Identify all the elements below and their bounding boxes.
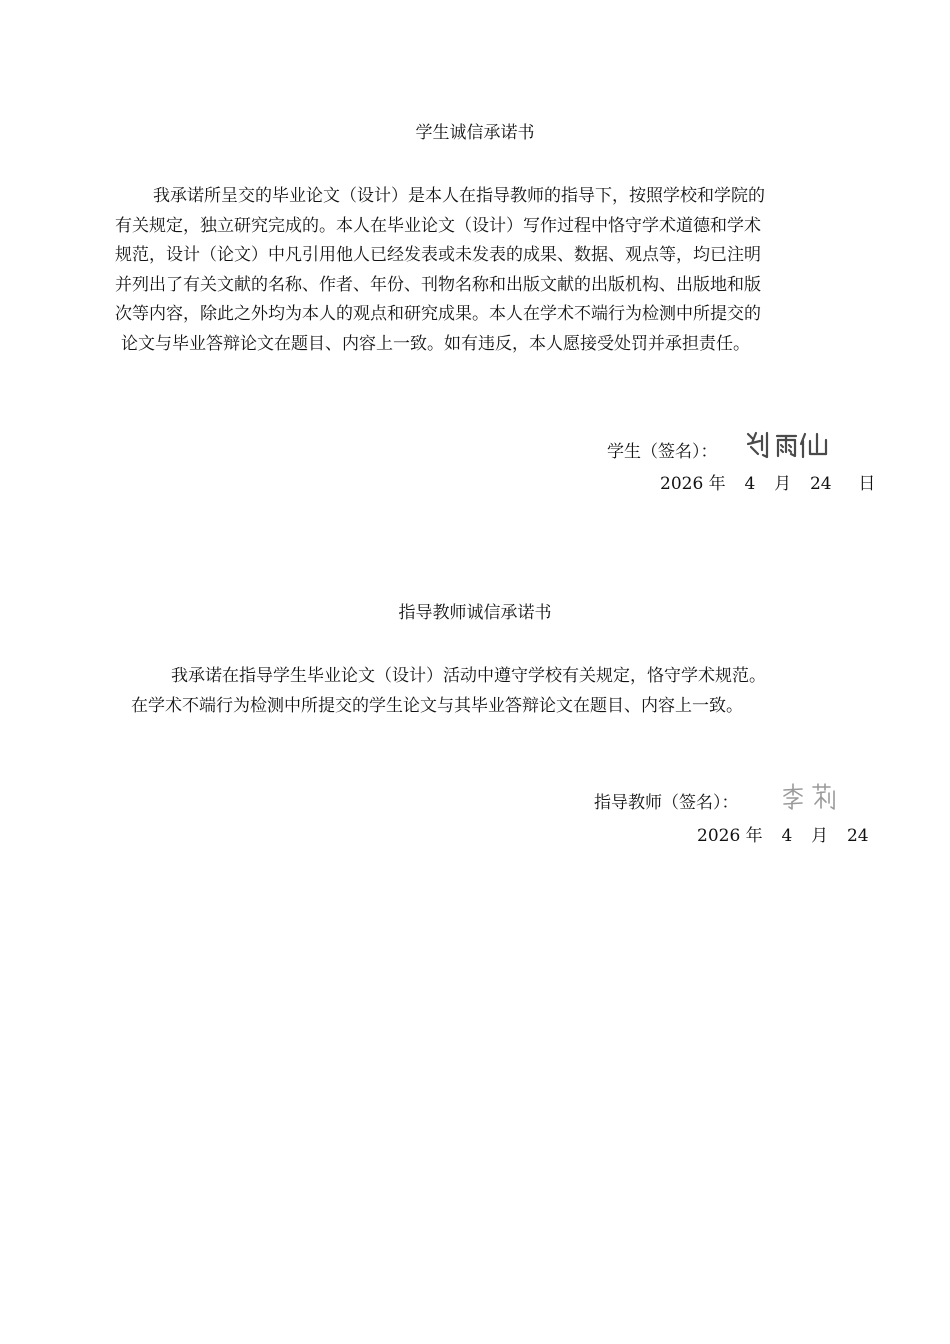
student-signature-label: 学生（签名）： <box>607 442 718 462</box>
teacher-date-day: 24 <box>846 826 869 846</box>
teacher-date-month-unit: 月 <box>811 826 829 846</box>
student-pledge-body <box>115 182 840 359</box>
student-pledge-line: 并列出了有关文献的名称、作者、年份、刊物名称和出版文献的出版机构、出版地和版 <box>115 274 761 295</box>
teacher-pledge-title: 指导教师诚信承诺书 <box>398 603 552 623</box>
teacher-date-year-unit: 年 <box>745 826 763 846</box>
teacher-pledge-body <box>128 662 840 721</box>
teacher-signature-label: 指导教师（签名）： <box>594 793 739 813</box>
student-pledge-line: 有关规定，独立研究完成的。本人在毕业论文（设计）写作过程中恪守学术道德和学术 <box>115 215 761 236</box>
student-pledge-title: 学生诚信承诺书 <box>415 123 535 143</box>
student-date-day-unit: 日 <box>858 474 876 494</box>
student-pledge-line: 论文与毕业答辩论文在题目、内容上一致。如有违反，本人愿接受处罚并承担责任。 <box>121 333 750 354</box>
student-date <box>660 472 875 496</box>
student-date-month: 4 <box>744 474 756 494</box>
student-pledge-line: 规范，设计（论文）中凡引用他人已经发表或未发表的成果、数据、观点等，均已注明 <box>115 245 761 265</box>
student-pledge-line: 我承诺所呈交的毕业论文（设计）是本人在指导教师的指导下，按照学校和学院的 <box>153 186 765 206</box>
teacher-date-month: 4 <box>781 826 793 846</box>
student-handwritten-signature <box>744 430 836 462</box>
teacher-pledge-line: 我承诺在指导学生毕业论文（设计）活动中遵守学校有关规定，恪守学术规范。 <box>171 666 766 686</box>
student-pledge-line: 次等内容，除此之外均为本人的观点和研究成果。本人在学术不端行为检测中所提交的 <box>115 304 761 324</box>
teacher-date-year: 2026 <box>697 826 741 846</box>
teacher-pledge-line: 在学术不端行为检测中所提交的学生论文与其毕业答辩论文在题目、内容上一致。 <box>131 695 743 716</box>
student-date-day: 24 <box>809 474 832 494</box>
student-date-year-unit: 年 <box>708 474 726 494</box>
student-date-year: 2026 <box>660 474 704 494</box>
teacher-handwritten-signature <box>780 782 840 812</box>
student-date-month-unit: 月 <box>774 474 792 494</box>
teacher-date <box>697 824 869 848</box>
